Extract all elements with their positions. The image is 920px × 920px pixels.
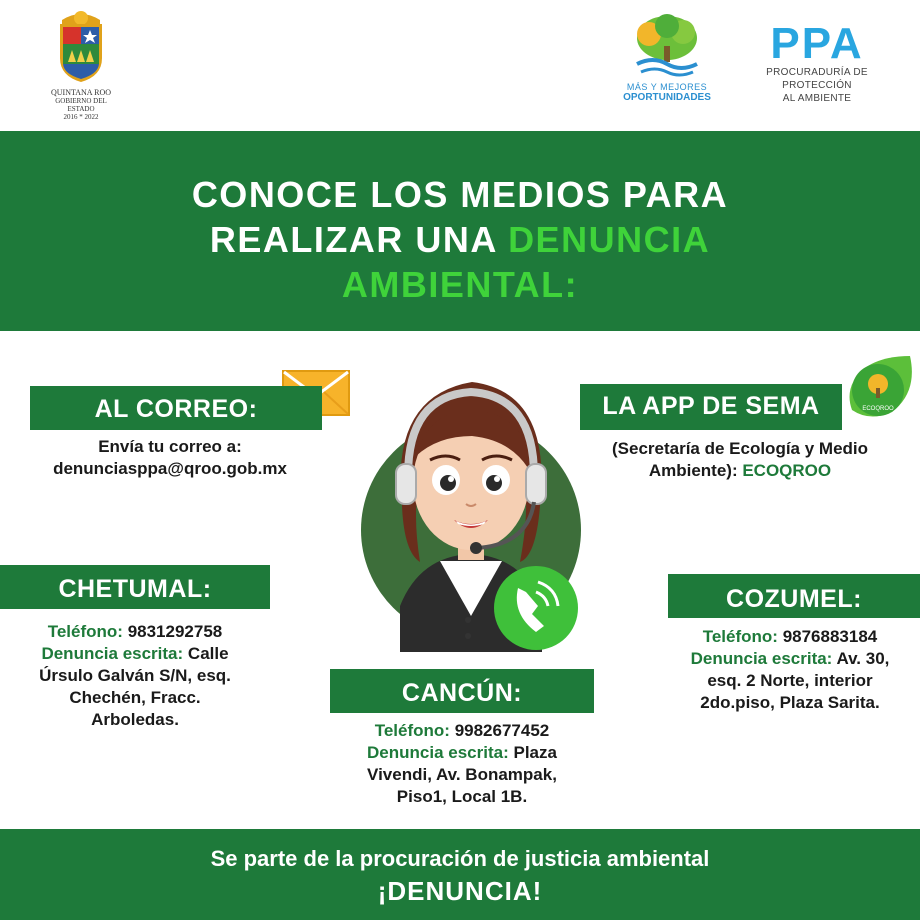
cancun-text — [330, 720, 594, 808]
cancun-written-row — [330, 742, 594, 764]
chetumal-phone-label: Teléfono: — [47, 622, 123, 641]
app-line1: (Secretaría de Ecología y Medio — [611, 439, 869, 458]
hero-title — [0, 172, 920, 307]
call-center-agent-illustration — [360, 356, 590, 652]
tree-logo-icon — [623, 12, 711, 82]
ppa-acronym: PPA — [770, 19, 864, 68]
mas-line1: MÁS Y MEJORES — [626, 82, 708, 92]
cozumel-text — [660, 626, 920, 714]
correo-text — [0, 436, 340, 480]
chetumal-label: CHETUMAL: — [0, 565, 270, 609]
cozumel-label: COZUMEL: — [668, 574, 920, 618]
cozumel-address2: esq. 2 Norte, interior — [707, 671, 873, 690]
ppa-logo — [732, 19, 902, 105]
app-text — [570, 438, 910, 482]
cozumel-written-label: Denuncia escrita: — [690, 649, 833, 668]
chetumal-phone: 9831292758 — [122, 622, 223, 641]
app-name: ECOQROO — [742, 461, 832, 480]
hero-line2-white: REALIZAR UNA — [209, 219, 509, 260]
cozumel-phone: 9876883184 — [777, 627, 878, 646]
chetumal-address3: Chechén, Fracc. — [69, 688, 201, 707]
correo-label: AL CORREO: — [30, 386, 322, 430]
cancun-label: CANCÚN: — [330, 669, 594, 713]
mas-line2: OPORTUNIDADES — [623, 92, 711, 103]
qroo-government: GOBIERNO DEL ESTADO — [55, 97, 107, 113]
app-line2 — [570, 460, 910, 482]
hero-line2-green: DENUNCIA — [508, 219, 711, 260]
chetumal-text — [0, 621, 270, 731]
cozumel-address1: Av. 30, — [832, 649, 890, 668]
quintana-roo-logo — [44, 6, 118, 121]
correo-intro: Envía tu correo a: — [98, 437, 242, 456]
cancun-phone-row — [330, 720, 594, 742]
ppa-line1: PROCURADURÍA DE PROTECCIÓN — [766, 67, 868, 91]
footer-tagline: Se parte de la procuración de justicia ambiental — [210, 846, 710, 871]
cancun-phone-label: Teléfono: — [374, 721, 450, 740]
ppa-line2: AL AMBIENTE — [782, 93, 852, 104]
cancun-address3: Piso1, Local 1B. — [396, 787, 528, 806]
chetumal-address4: Arboledas. — [91, 710, 179, 729]
chetumal-written-row — [0, 643, 270, 665]
mas-oportunidades-logo — [612, 12, 722, 103]
ecoqroo-app-logo-icon — [840, 352, 918, 422]
hero-line1: CONOCE LOS MEDIOS PARA — [191, 174, 729, 215]
cozumel-address3: 2do.piso, Plaza Sarita. — [700, 693, 880, 712]
app-line2-text: Ambiente): — [648, 461, 743, 480]
state-shield-icon — [52, 6, 110, 84]
cancun-written-label: Denuncia escrita: — [367, 743, 509, 762]
cancun-phone: 9982677452 — [449, 721, 550, 740]
cancun-address1: Plaza — [508, 743, 557, 762]
qroo-name: QUINTANA ROO — [50, 88, 112, 97]
correo-email[interactable]: denunciasppa@qroo.gob.mx — [53, 459, 287, 478]
chetumal-address2: Úrsulo Galván S/N, esq. — [39, 666, 231, 685]
cancun-address2: Vivendi, Av. Bonampak, — [367, 765, 557, 784]
cozumel-written-row — [660, 648, 920, 670]
app-label: LA APP DE SEMA — [580, 384, 842, 430]
hero-line3: AMBIENTAL: — [341, 264, 579, 305]
footer-call-to-action: ¡DENUNCIA! — [377, 876, 543, 906]
cozumel-phone-row — [660, 626, 920, 648]
qroo-years: 2016 * 2022 — [63, 113, 99, 121]
cozumel-phone-label: Teléfono: — [702, 627, 778, 646]
chetumal-written-label: Denuncia escrita: — [41, 644, 184, 663]
hero-line2 — [0, 217, 920, 262]
chetumal-phone-row — [0, 621, 270, 643]
ecoqroo-logo-text: ECOQROO — [862, 406, 894, 412]
chetumal-address1: Calle — [183, 644, 229, 663]
